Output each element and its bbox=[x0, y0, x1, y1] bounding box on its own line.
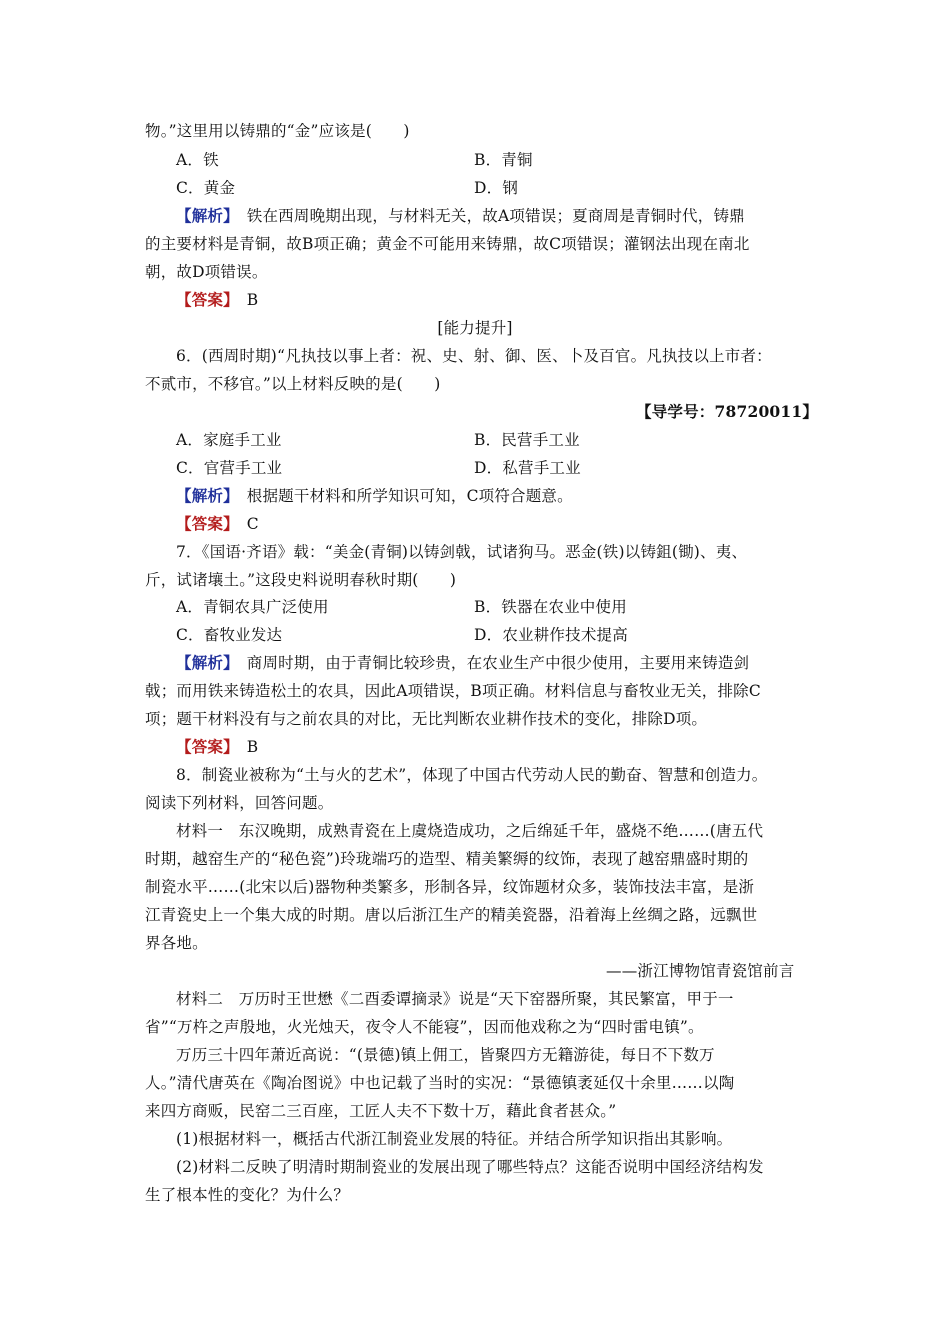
jiexi-tag: 【解析】 bbox=[176, 653, 232, 672]
q7-option-a: A．青铜农具广泛使用 bbox=[176, 598, 329, 616]
q5-option-a: A．铁 bbox=[176, 151, 219, 169]
q7-option-b: B．铁器在农业中使用 bbox=[474, 598, 627, 616]
jiexi-tag: 【解析】 bbox=[176, 486, 232, 505]
q6-option-d: D．私营手工业 bbox=[474, 459, 581, 477]
q6-option-c: C．官营手工业 bbox=[176, 459, 283, 477]
answer-value: B bbox=[246, 738, 259, 756]
q5-jiexi-line-1 bbox=[176, 206, 745, 226]
q8-material3-line-1: 万历三十四年萧近高说：“(景德)镇上佣工，皆聚四方无籍游徒，每日不下数万 bbox=[176, 1046, 715, 1064]
q8-stem-line-1: 8．制瓷业被称为“土与火的艺术”，体现了中国古代劳动人民的勤奋、智慧和创造力。 bbox=[176, 766, 768, 784]
q5-jiexi-line-3: 朝，故D项错误。 bbox=[145, 263, 268, 281]
q6-option-a: A．家庭手工业 bbox=[176, 431, 282, 449]
q6-stem-line-2: 不贰市，不移官。”以上材料反映的是( ) bbox=[145, 375, 441, 393]
q8-material2-line-1: 材料二 万历时王世懋《二酉委谭摘录》说是“天下窑器所聚，其民繁富，甲于一 bbox=[176, 990, 734, 1008]
q8-material1-line-4: 江青瓷史上一个集大成的时期。唐以后浙江生产的精美瓷器，沿着海上丝绸之路，远飘世 bbox=[145, 906, 758, 924]
answer-tag: 【答案】 bbox=[176, 514, 232, 533]
section-title: [能力提升] bbox=[437, 319, 513, 337]
q8-question-1: (1)根据材料一，概括古代浙江制瓷业发展的特征。并结合所学知识指出其影响。 bbox=[176, 1130, 733, 1148]
q8-material1-line-3: 制瓷水平……(北宋以后)器物种类繁多，形制各异，纹饰题材众多，装饰技法丰富，是浙 bbox=[145, 878, 755, 896]
q7-answer bbox=[176, 737, 258, 757]
q5-answer bbox=[176, 290, 258, 310]
q7-jiexi-line-1 bbox=[176, 653, 749, 673]
answer-value: B bbox=[246, 291, 259, 309]
q7-jiexi-line-2: 戟；而用铁来铸造松土的农具，因此A项错误，B项正确。材料信息与畜牧业无关，排除C bbox=[145, 682, 761, 700]
q8-material1-line-5: 界各地。 bbox=[145, 934, 208, 952]
q8-material2-line-2: 省”“万杵之声殷地，火光烛天，夜令人不能寝”，因而他戏称之为“四时雷电镇”。 bbox=[145, 1018, 704, 1036]
jiexi-text: 根据题干材料和所学知识可知，C项符合题意。 bbox=[246, 487, 573, 505]
q8-question-2-line-1: (2)材料二反映了明清时期制瓷业的发展出现了哪些特点？这能否说明中国经济结构发 bbox=[176, 1158, 764, 1176]
answer-value: C bbox=[246, 515, 259, 533]
answer-tag: 【答案】 bbox=[176, 737, 232, 756]
jiexi-tag: 【解析】 bbox=[176, 206, 232, 225]
answer-tag: 【答案】 bbox=[176, 290, 232, 309]
q8-question-2-line-2: 生了根本性的变化？为什么？ bbox=[145, 1186, 350, 1204]
q6-guide-number: 【导学号：78720011】 bbox=[636, 402, 819, 421]
q5-option-b: B．青铜 bbox=[474, 151, 533, 169]
q6-stem-line-1: 6．(西周时期)“凡执技以事上者：祝、史、射、御、医、卜及百官。凡执技以上市者： bbox=[176, 347, 772, 365]
q7-stem-line-2: 斤，试诸壤土。”这段史料说明春秋时期( ) bbox=[145, 571, 457, 589]
q8-material3-line-2: 人。”清代唐英在《陶冶图说》中也记载了当时的实况：“景德镇袤延仅十余里……以陶 bbox=[145, 1074, 735, 1092]
q5-option-d: D．钢 bbox=[474, 179, 519, 197]
q5-stem-tail: 物。”这里用以铸鼎的“金”应该是( ) bbox=[145, 122, 410, 140]
q5-jiexi-line-2: 的主要材料是青铜，故B项正确；黄金不可能用来铸鼎，故C项错误；灌钢法出现在南北 bbox=[145, 235, 750, 253]
jiexi-text: 铁在西周晚期出现，与材料无关，故A项错误；夏商周是青铜时代，铸鼎 bbox=[246, 207, 745, 225]
q8-stem-line-2: 阅读下列材料，回答问题。 bbox=[145, 794, 334, 812]
q8-material1-source: ——浙江博物馆青瓷馆前言 bbox=[606, 962, 795, 980]
q5-option-c: C．黄金 bbox=[176, 179, 236, 197]
q7-jiexi-line-3: 项；题干材料没有与之前农具的对比，无比判断农业耕作技术的变化，排除D项。 bbox=[145, 710, 708, 728]
q7-option-d: D．农业耕作技术提高 bbox=[474, 626, 628, 644]
q8-material1-line-1: 材料一 东汉晚期，成熟青瓷在上虞烧造成功，之后绵延千年，盛烧不绝……(唐五代 bbox=[176, 822, 764, 840]
q8-material1-line-2: 时期，越窑生产的“秘色瓷”)玲珑端巧的造型、精美繁缛的纹饰，表现了越窑鼎盛时期的 bbox=[145, 850, 749, 868]
q6-option-b: B．民营手工业 bbox=[474, 431, 580, 449]
q6-jiexi-line-1 bbox=[176, 486, 573, 506]
jiexi-text: 商周时期，由于青铜比较珍贵，在农业生产中很少使用，主要用来铸造剑 bbox=[246, 654, 750, 672]
q8-material3-line-3: 来四方商贩，民窑二三百座，工匠人夫不下数十万，藉此食者甚众。” bbox=[145, 1102, 617, 1120]
q7-option-c: C．畜牧业发达 bbox=[176, 626, 283, 644]
q6-answer bbox=[176, 514, 259, 534]
q7-stem-line-1: 7．《国语·齐语》载：“美金(青铜)以铸剑戟，试诸狗马。恶金(铁)以铸鉏(锄)、夷、 bbox=[176, 543, 748, 561]
